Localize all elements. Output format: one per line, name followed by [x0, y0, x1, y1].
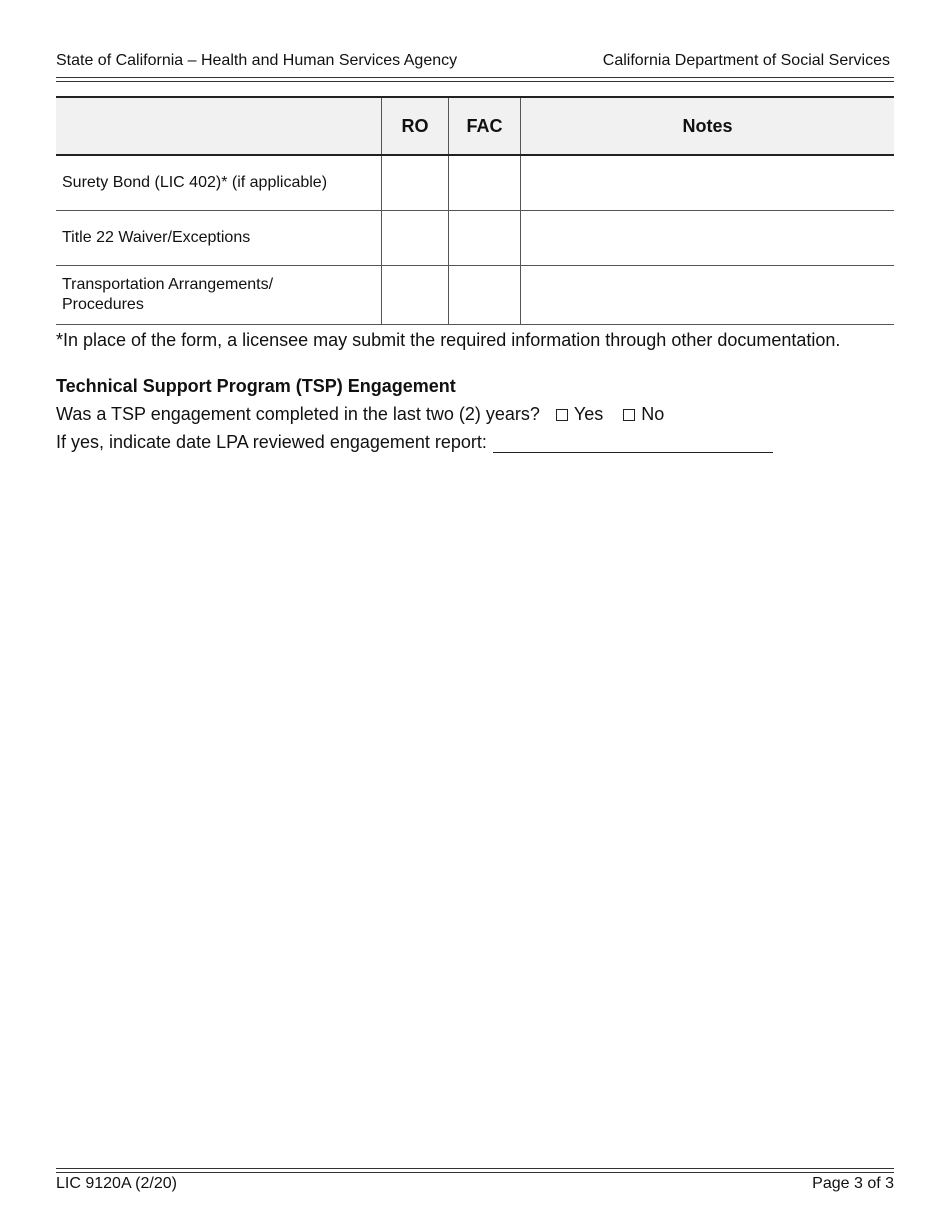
form-id: LIC 9120A (2/20)	[56, 1175, 177, 1192]
footer-divider	[56, 1168, 894, 1173]
column-header-item	[56, 97, 382, 155]
date-field[interactable]	[493, 435, 773, 453]
footnote: *In place of the form, a licensee may submit the required information through other documentation.	[56, 330, 841, 350]
ro-cell[interactable]	[382, 266, 449, 325]
header-agency: State of California – Health and Human Services Agency	[56, 52, 458, 69]
notes-cell[interactable]	[521, 266, 895, 325]
table-row	[56, 266, 894, 325]
no-label: No	[641, 404, 665, 424]
header-divider	[56, 77, 894, 82]
date-review-line	[56, 432, 773, 453]
yes-option[interactable]	[556, 404, 603, 425]
checklist-table	[56, 96, 894, 325]
table-row	[56, 155, 894, 211]
row-item-label-line2: Procedures	[62, 296, 144, 313]
tsp-section-title: Technical Support Program (TSP) Engagement	[56, 376, 456, 396]
tsp-question	[56, 404, 684, 425]
yes-label: Yes	[573, 404, 604, 424]
column-header-notes: Notes	[521, 97, 895, 155]
fac-cell[interactable]	[449, 155, 521, 211]
column-header-fac: FAC	[449, 97, 521, 155]
row-item-label	[56, 266, 382, 325]
notes-cell[interactable]	[521, 211, 895, 266]
header-department: California Department of Social Services	[602, 52, 890, 69]
row-item-label-line1: Transportation Arrangements/	[62, 276, 274, 293]
date-prompt: If yes, indicate date LPA reviewed engagement report:	[56, 432, 487, 452]
fac-cell[interactable]	[449, 211, 521, 266]
ro-cell[interactable]	[382, 211, 449, 266]
table-row	[56, 211, 894, 266]
row-item-label: Title 22 Waiver/Exceptions	[56, 211, 382, 266]
column-header-ro: RO	[382, 97, 449, 155]
tsp-question-text: Was a TSP engagement completed in the last two (2) years?	[56, 404, 540, 424]
row-item-label: Surety Bond (LIC 402)* (if applicable)	[56, 155, 382, 211]
fac-cell[interactable]	[449, 266, 521, 325]
no-checkbox[interactable]	[623, 409, 635, 421]
no-option[interactable]	[623, 404, 664, 425]
table-header-row	[56, 97, 894, 155]
ro-cell[interactable]	[382, 155, 449, 211]
page-number: Page 3 of 3	[812, 1175, 894, 1192]
yes-checkbox[interactable]	[556, 409, 568, 421]
notes-cell[interactable]	[521, 155, 895, 211]
